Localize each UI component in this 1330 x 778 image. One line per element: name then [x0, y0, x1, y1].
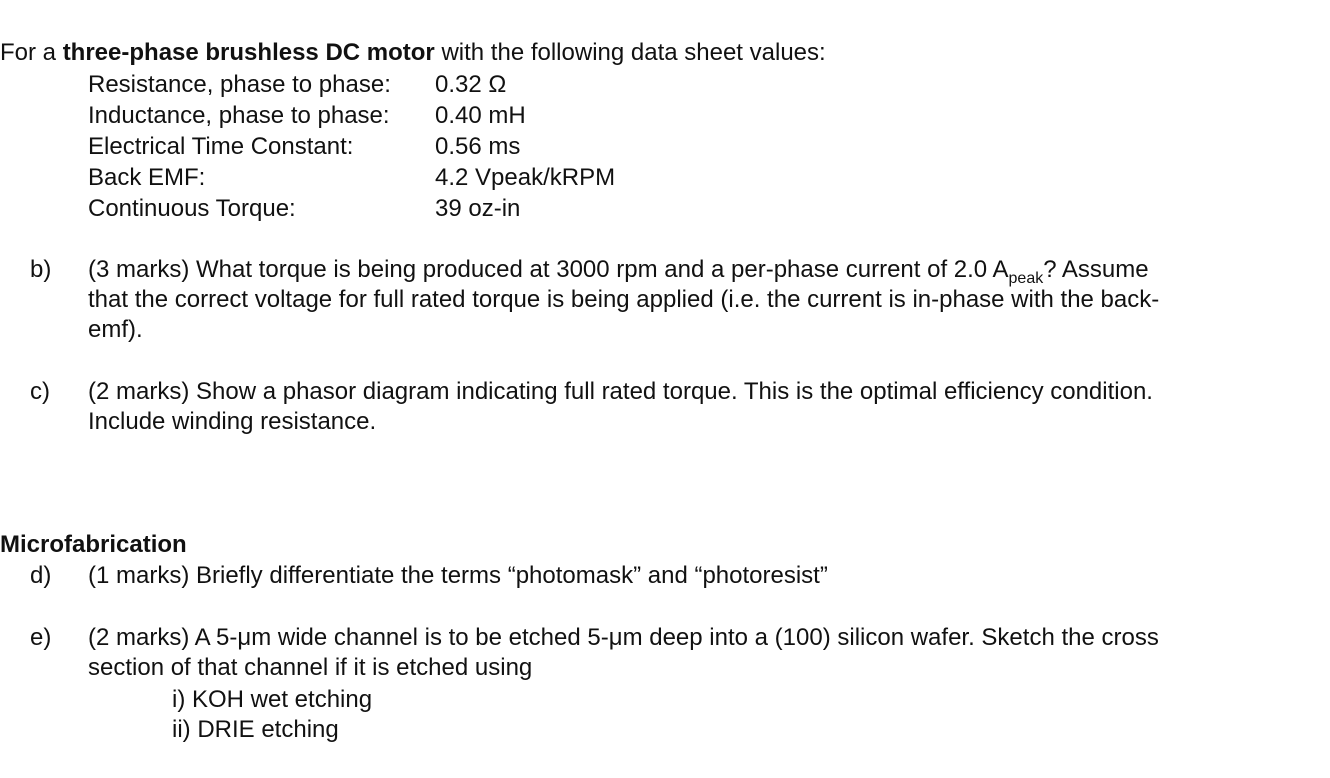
- spec-value-torque: 39 oz-in: [435, 195, 521, 222]
- question-b-line-1: [88, 255, 1149, 285]
- intro-suffix: with the following data sheet values:: [434, 39, 826, 66]
- spec-value-time-constant: 0.56 ms: [435, 133, 521, 160]
- spec-label-time-constant: Electrical Time Constant:: [88, 133, 354, 160]
- spec-label-inductance: Inductance, phase to phase:: [88, 102, 390, 129]
- question-e-line-1: (2 marks) A 5-μm wide channel is to be etched 5-μm deep into a (100) silicon wafer. Sketch the cross: [88, 624, 1159, 651]
- spec-label-back-emf: Back EMF:: [88, 164, 206, 191]
- question-c-letter: c): [30, 378, 50, 405]
- question-d-letter: d): [30, 562, 52, 589]
- spec-label-resistance: Resistance, phase to phase:: [88, 71, 391, 98]
- question-e-line-2: section of that channel if it is etched using: [88, 654, 533, 681]
- question-e-sub-item-drie: ii) DRIE etching: [172, 716, 339, 743]
- question-d-line-1: (1 marks) Briefly differentiate the terms “photomask” and “photoresist”: [88, 562, 828, 589]
- question-c-line-1: (2 marks) Show a phasor diagram indicating full rated torque. This is the optimal efficiency condition.: [88, 378, 1153, 405]
- intro-prefix: For a: [0, 39, 63, 66]
- question-e-sub-item-koh: i) KOH wet etching: [172, 686, 373, 713]
- question-b-letter: b): [30, 256, 52, 283]
- spec-label-torque: Continuous Torque:: [88, 195, 296, 222]
- question-b-line-3: emf).: [88, 316, 143, 343]
- intro-bold: three-phase brushless DC motor: [62, 39, 435, 66]
- question-b-line-1-end: ? Assume: [1043, 256, 1149, 283]
- section-heading-microfabrication: Microfabrication: [0, 531, 187, 558]
- intro-line: [0, 38, 826, 68]
- question-c-line-2: Include winding resistance.: [88, 408, 377, 435]
- question-e-letter: e): [30, 624, 52, 651]
- spec-value-resistance: 0.32 Ω: [435, 71, 507, 98]
- spec-value-back-emf: 4.2 Vpeak/kRPM: [435, 164, 616, 191]
- spec-value-inductance: 0.40 mH: [435, 102, 526, 129]
- question-b-line-1-text: (3 marks) What torque is being produced at 3000 rpm and a per-phase current of 2.0 A: [88, 256, 1009, 283]
- question-b-line-2: that the correct voltage for full rated torque is being applied (i.e. the current is in-phase with the back-: [88, 286, 1160, 313]
- subscript-peak: peak: [1008, 270, 1044, 287]
